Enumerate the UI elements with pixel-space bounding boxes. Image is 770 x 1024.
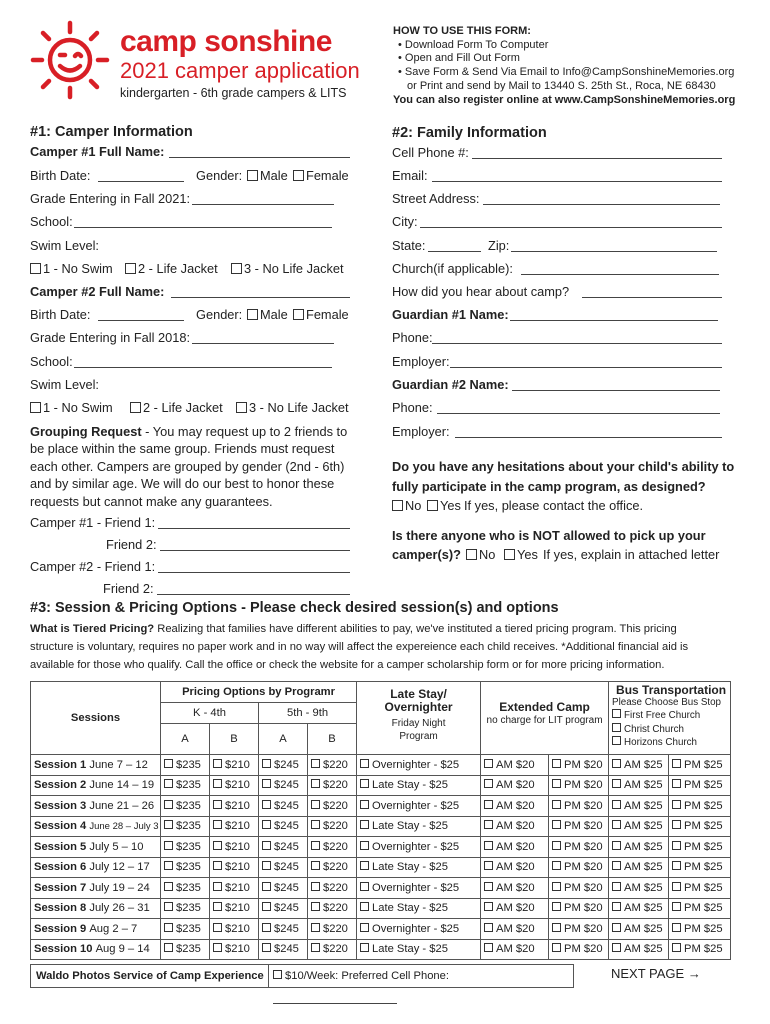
- camper1-friend1-field[interactable]: [158, 528, 350, 529]
- grouping-request-text: be place within the same group. Friends must request: [30, 441, 335, 456]
- tiered-pricing-text: structure is voluntary, requires no paper work and in no way will affect the expereience each child receives. *Additional financial aid is: [30, 641, 689, 653]
- camper2-swim-option[interactable]: 3 - No Life Jacket: [236, 400, 349, 416]
- option-checkbox[interactable]: PM $20: [549, 857, 609, 878]
- camper2-friend2-label: Friend 2:: [103, 581, 154, 596]
- how-to-title: HOW TO USE THIS FORM:: [393, 25, 531, 37]
- zip-field[interactable]: [511, 251, 717, 252]
- option-checkbox[interactable]: Late Stay - $25: [357, 816, 481, 837]
- camper2-friend1-field[interactable]: [158, 572, 350, 573]
- option-checkbox[interactable]: AM $20: [481, 816, 549, 837]
- camper1-grade-label: Grade Entering in Fall 2021:: [30, 191, 191, 206]
- pickup-question: Is there anyone who is NOT allowed to pick up your: [392, 528, 706, 543]
- option-checkbox[interactable]: PM $25: [669, 919, 731, 940]
- guardian1-employer-label: Employer:: [392, 354, 450, 369]
- option-checkbox[interactable]: PM $25: [669, 837, 731, 858]
- cell-phone-field[interactable]: [472, 158, 722, 159]
- option-checkbox[interactable]: $235: [161, 796, 210, 817]
- camper2-friend1-label: Camper #2 - Friend 1:: [30, 559, 156, 574]
- street-label: Street Address:: [392, 191, 480, 206]
- option-checkbox[interactable]: Late Stay - $25: [357, 857, 481, 878]
- table-row: [31, 775, 731, 796]
- family-info-heading: #2: Family Information: [392, 125, 547, 141]
- hear-field[interactable]: [582, 297, 722, 298]
- option-checkbox[interactable]: AM $25: [609, 878, 669, 899]
- option-checkbox[interactable]: $210: [210, 775, 259, 796]
- camper1-swim-option[interactable]: 2 - Life Jacket: [125, 261, 218, 277]
- camper2-school-field[interactable]: [74, 367, 332, 368]
- camper1-swim-option[interactable]: 1 - No Swim: [30, 261, 113, 277]
- grade59-header: 5th - 9th: [259, 703, 357, 724]
- option-checkbox[interactable]: PM $25: [669, 816, 731, 837]
- option-checkbox[interactable]: PM $25: [669, 775, 731, 796]
- table-row: [31, 939, 731, 960]
- option-checkbox[interactable]: $235: [161, 837, 210, 858]
- pricing-header: Pricing Options by Programr: [161, 682, 357, 703]
- session-name: Session 10 Aug 9 – 14: [31, 939, 161, 960]
- camper1-name-label: Camper #1 Full Name:: [30, 144, 165, 159]
- guardian2-employer-field[interactable]: [455, 437, 722, 438]
- option-checkbox[interactable]: PM $25: [669, 755, 731, 776]
- extended-camp-header: Extended Camp no charge for LIT program: [481, 682, 609, 755]
- session-heading: #3: Session & Pricing Options - Please check desired session(s) and options: [30, 600, 559, 616]
- option-checkbox[interactable]: AM $25: [609, 775, 669, 796]
- option-checkbox[interactable]: Late Stay - $25: [357, 775, 481, 796]
- option-checkbox[interactable]: Overnighter - $25: [357, 796, 481, 817]
- option-checkbox[interactable]: $235: [161, 898, 210, 919]
- option-checkbox[interactable]: AM $25: [609, 755, 669, 776]
- guardian1-phone-label: Phone:: [392, 330, 433, 345]
- option-checkbox[interactable]: AM $25: [609, 939, 669, 960]
- tier-b-header: B: [210, 724, 259, 755]
- camper1-birth-date-field[interactable]: [98, 181, 184, 182]
- pickup-note: If yes, explain in attached letter: [543, 547, 720, 562]
- option-checkbox[interactable]: PM $20: [549, 939, 609, 960]
- register-online: You can also register online at www.CampSonshineMemories.org: [393, 94, 736, 106]
- state-label: State:: [392, 238, 426, 253]
- grouping-request-text: Grouping Request - You may request up to 2 friends to: [30, 424, 348, 439]
- pickup-question: camper(s)?: [392, 547, 461, 562]
- option-checkbox[interactable]: PM $20: [549, 837, 609, 858]
- bus-stop-option[interactable]: Horizons Church: [612, 736, 730, 750]
- option-checkbox[interactable]: AM $20: [481, 939, 549, 960]
- hesitation-note: If yes, please contact the office.: [464, 498, 644, 513]
- sun-logo-icon: [30, 20, 110, 100]
- camper1-friend2-field[interactable]: [160, 550, 350, 551]
- option-checkbox[interactable]: $210: [210, 837, 259, 858]
- bus-stop-option[interactable]: First Free Church: [612, 709, 730, 723]
- how-item: • Download Form To Computer: [398, 39, 549, 51]
- application-subtitle: 2021 camper application: [120, 58, 360, 83]
- guardian2-employer-label: Employer:: [392, 424, 450, 439]
- option-checkbox[interactable]: $220: [308, 919, 357, 940]
- hear-label: How did you hear about camp?: [392, 284, 570, 299]
- camper1-male-checkbox[interactable]: Male: [247, 168, 288, 184]
- session-name: Session 4 June 28 – July 3: [31, 816, 161, 837]
- option-checkbox[interactable]: PM $20: [549, 816, 609, 837]
- camper2-male-checkbox[interactable]: Male: [247, 307, 288, 323]
- option-checkbox[interactable]: AM $25: [609, 816, 669, 837]
- camper2-swim-option[interactable]: 2 - Life Jacket: [130, 400, 223, 416]
- option-checkbox[interactable]: AM $20: [481, 837, 549, 858]
- option-checkbox[interactable]: $235: [161, 919, 210, 940]
- how-item: • Save Form & Send Via Email to Info@CampSonshineMemories.org: [398, 66, 735, 78]
- option-checkbox[interactable]: AM $20: [481, 755, 549, 776]
- hesitation-question: Do you have any hesitations about your child's ability to: [392, 459, 735, 474]
- guardian2-phone-field[interactable]: [437, 413, 720, 414]
- next-page-link[interactable]: NEXT PAGE →: [611, 966, 701, 981]
- k4-header: K - 4th: [161, 703, 259, 724]
- option-checkbox[interactable]: Overnighter - $25: [357, 837, 481, 858]
- camper2-grade-field[interactable]: [192, 343, 334, 344]
- table-row: [31, 816, 731, 837]
- option-checkbox[interactable]: AM $20: [481, 857, 549, 878]
- table-row: [31, 755, 731, 776]
- option-checkbox[interactable]: $245: [259, 857, 308, 878]
- option-checkbox[interactable]: $220: [308, 939, 357, 960]
- email-field[interactable]: [432, 181, 722, 182]
- street-field[interactable]: [483, 204, 720, 205]
- option-checkbox[interactable]: $220: [308, 837, 357, 858]
- option-checkbox[interactable]: PM $20: [549, 878, 609, 899]
- option-checkbox[interactable]: AM $25: [609, 857, 669, 878]
- hesitation-yes-checkbox[interactable]: Yes: [427, 498, 461, 514]
- guardian2-name-field[interactable]: [512, 390, 720, 391]
- option-checkbox[interactable]: AM $25: [609, 796, 669, 817]
- tiered-pricing-text: What is Tiered Pricing? Realizing that families have different abilities to pay, we've instituted a tiered pricing program. This pricing: [30, 623, 677, 635]
- grouping-request-text: requests but cannot make any guarantees.: [30, 494, 273, 509]
- bus-stop-option[interactable]: Christ Church: [612, 723, 730, 737]
- option-checkbox[interactable]: $235: [161, 816, 210, 837]
- camper1-female-checkbox[interactable]: Female: [293, 168, 349, 184]
- birth-date-label: Birth Date:: [30, 307, 91, 322]
- camper1-name-field[interactable]: [169, 157, 350, 158]
- gender-label: Gender:: [196, 168, 243, 183]
- guardian2-name-label: Guardian #2 Name:: [392, 377, 509, 392]
- option-checkbox[interactable]: $220: [308, 796, 357, 817]
- option-checkbox[interactable]: $220: [308, 816, 357, 837]
- camper1-friend2-label: Friend 2:: [106, 537, 157, 552]
- pickup-no-checkbox[interactable]: No: [466, 547, 495, 563]
- guardian1-name-field[interactable]: [510, 320, 718, 321]
- option-checkbox[interactable]: Overnighter - $25: [357, 919, 481, 940]
- school-label: School:: [30, 354, 73, 369]
- camper1-swim-option[interactable]: 3 - No Life Jacket: [231, 261, 344, 277]
- camper2-grade-label: Grade Entering in Fall 2018:: [30, 330, 191, 345]
- birth-date-label: Birth Date:: [30, 168, 91, 183]
- option-checkbox[interactable]: $220: [308, 857, 357, 878]
- guardian1-employer-field[interactable]: [450, 367, 722, 368]
- camper2-friend2-field[interactable]: [157, 594, 350, 595]
- camper2-female-checkbox[interactable]: Female: [293, 307, 349, 323]
- option-checkbox[interactable]: Overnighter - $25: [357, 755, 481, 776]
- tier-b-header: B: [308, 724, 357, 755]
- option-checkbox[interactable]: $210: [210, 878, 259, 899]
- option-checkbox[interactable]: AM $20: [481, 878, 549, 899]
- church-label: Church(if applicable):: [392, 261, 513, 276]
- gender-label: Gender:: [196, 307, 243, 322]
- how-item: • Open and Fill Out Form: [398, 52, 520, 64]
- bus-header: Bus Transportation Please Choose Bus Stop First Free Church Christ Church Horizons Church: [609, 682, 731, 755]
- option-checkbox[interactable]: $245: [259, 816, 308, 837]
- cell-phone-option[interactable]: $10/Week: Preferred Cell Phone:: [268, 964, 574, 988]
- option-checkbox[interactable]: $220: [308, 755, 357, 776]
- option-checkbox[interactable]: AM $25: [609, 837, 669, 858]
- option-checkbox[interactable]: PM $25: [669, 857, 731, 878]
- option-checkbox[interactable]: $245: [259, 796, 308, 817]
- option-checkbox[interactable]: PM $25: [669, 939, 731, 960]
- pickup-yes-checkbox[interactable]: Yes: [504, 547, 538, 563]
- option-checkbox[interactable]: $220: [308, 898, 357, 919]
- option-checkbox[interactable]: $210: [210, 857, 259, 878]
- cell-phone-label: Cell Phone #:: [392, 145, 469, 160]
- session-name: Session 6 July 12 – 17: [31, 857, 161, 878]
- table-row: [31, 898, 731, 919]
- option-checkbox[interactable]: $210: [210, 755, 259, 776]
- option-checkbox[interactable]: $210: [210, 796, 259, 817]
- option-checkbox[interactable]: PM $20: [549, 796, 609, 817]
- option-checkbox[interactable]: AM $20: [481, 796, 549, 817]
- state-field[interactable]: [428, 251, 481, 252]
- guardian2-phone-label: Phone:: [392, 400, 433, 415]
- option-checkbox[interactable]: $235: [161, 939, 210, 960]
- how-item: or Print and send by Mail to 13440 S. 25th St., Roca, NE 68430: [407, 80, 716, 92]
- tiered-pricing-text: available for those who qualify. Call the office or check the website for a camper scholarship form or for more pricing information.: [30, 659, 665, 671]
- grouping-request-text: each other. Campers are grouped by gender (2nd - 6th): [30, 459, 345, 474]
- option-checkbox[interactable]: Overnighter - $25: [357, 878, 481, 899]
- camper2-name-label: Camper #2 Full Name:: [30, 284, 165, 299]
- pricing-table: [30, 681, 731, 960]
- option-checkbox[interactable]: $245: [259, 878, 308, 899]
- table-row: [31, 837, 731, 858]
- grouping-request-text: and by similar age. We will do our best to honor these: [30, 476, 335, 491]
- table-row: [31, 796, 731, 817]
- hesitation-no-checkbox[interactable]: No: [392, 498, 421, 514]
- option-checkbox[interactable]: PM $25: [669, 878, 731, 899]
- option-checkbox[interactable]: $220: [308, 878, 357, 899]
- guardian1-phone-field[interactable]: [432, 343, 722, 344]
- session-name: Session 3 June 21 – 26: [31, 796, 161, 817]
- session-name: Session 9 Aug 2 – 7: [31, 919, 161, 940]
- option-checkbox[interactable]: $210: [210, 816, 259, 837]
- option-checkbox[interactable]: $235: [161, 857, 210, 878]
- option-checkbox[interactable]: $210: [210, 919, 259, 940]
- option-checkbox[interactable]: $210: [210, 898, 259, 919]
- city-field[interactable]: [420, 227, 722, 228]
- table-row: [31, 919, 731, 940]
- option-checkbox[interactable]: $235: [161, 755, 210, 776]
- camper1-friend1-label: Camper #1 - Friend 1:: [30, 515, 156, 530]
- option-checkbox[interactable]: $245: [259, 919, 308, 940]
- sessions-header: Sessions: [31, 682, 161, 755]
- camper2-birth-date-field[interactable]: [98, 320, 184, 321]
- option-checkbox[interactable]: AM $25: [609, 919, 669, 940]
- late-stay-header: Late Stay/ Overnighter Friday Night Program: [357, 682, 481, 755]
- option-checkbox[interactable]: PM $25: [669, 898, 731, 919]
- session-name: Session 7 July 19 – 24: [31, 878, 161, 899]
- option-checkbox[interactable]: AM $20: [481, 919, 549, 940]
- camper2-swim-option[interactable]: 1 - No Swim: [30, 400, 113, 416]
- option-checkbox[interactable]: $220: [308, 775, 357, 796]
- tier-a-header: A: [161, 724, 210, 755]
- session-name: Session 5 July 5 – 10: [31, 837, 161, 858]
- session-name: Session 8 July 26 – 31: [31, 898, 161, 919]
- camper2-name-field[interactable]: [171, 297, 350, 298]
- option-checkbox[interactable]: PM $25: [669, 796, 731, 817]
- email-label: Email:: [392, 168, 428, 183]
- guardian1-name-label: Guardian #1 Name:: [392, 307, 509, 322]
- option-checkbox[interactable]: PM $20: [549, 775, 609, 796]
- church-field[interactable]: [521, 274, 719, 275]
- option-checkbox[interactable]: PM $20: [549, 898, 609, 919]
- option-checkbox[interactable]: $210: [210, 939, 259, 960]
- option-checkbox[interactable]: $245: [259, 939, 308, 960]
- swim-level-label: Swim Level:: [30, 377, 99, 392]
- option-checkbox[interactable]: AM $20: [481, 898, 549, 919]
- camper1-school-field[interactable]: [74, 227, 332, 228]
- option-checkbox[interactable]: $235: [161, 878, 210, 899]
- option-checkbox[interactable]: $245: [259, 755, 308, 776]
- option-checkbox[interactable]: Late Stay - $25: [357, 939, 481, 960]
- photo-service-box: Waldo Photos Service of Camp Experience: [30, 964, 269, 988]
- table-row: [31, 857, 731, 878]
- tier-a-header: A: [259, 724, 308, 755]
- tagline: kindergarten - 6th grade campers & LITS: [120, 86, 347, 100]
- session-name: Session 2 June 14 – 19: [31, 775, 161, 796]
- option-checkbox[interactable]: PM $20: [549, 919, 609, 940]
- swim-level-label: Swim Level:: [30, 238, 99, 253]
- option-checkbox[interactable]: $235: [161, 775, 210, 796]
- brand-title: camp sonshine: [120, 25, 332, 58]
- camper1-grade-field[interactable]: [192, 204, 334, 205]
- option-checkbox[interactable]: $245: [259, 837, 308, 858]
- option-checkbox[interactable]: AM $20: [481, 775, 549, 796]
- hesitation-question: fully participate in the camp program, as designed?: [392, 479, 706, 494]
- school-label: School:: [30, 214, 73, 229]
- option-checkbox[interactable]: AM $25: [609, 898, 669, 919]
- city-label: City:: [392, 214, 418, 229]
- table-row: [31, 878, 731, 899]
- session-name: Session 1 June 7 – 12: [31, 755, 161, 776]
- option-checkbox[interactable]: PM $20: [549, 755, 609, 776]
- option-checkbox[interactable]: $245: [259, 775, 308, 796]
- option-checkbox[interactable]: $245: [259, 898, 308, 919]
- zip-label: Zip:: [488, 238, 510, 253]
- camper-info-heading: #1: Camper Information: [30, 124, 193, 140]
- option-checkbox[interactable]: Late Stay - $25: [357, 898, 481, 919]
